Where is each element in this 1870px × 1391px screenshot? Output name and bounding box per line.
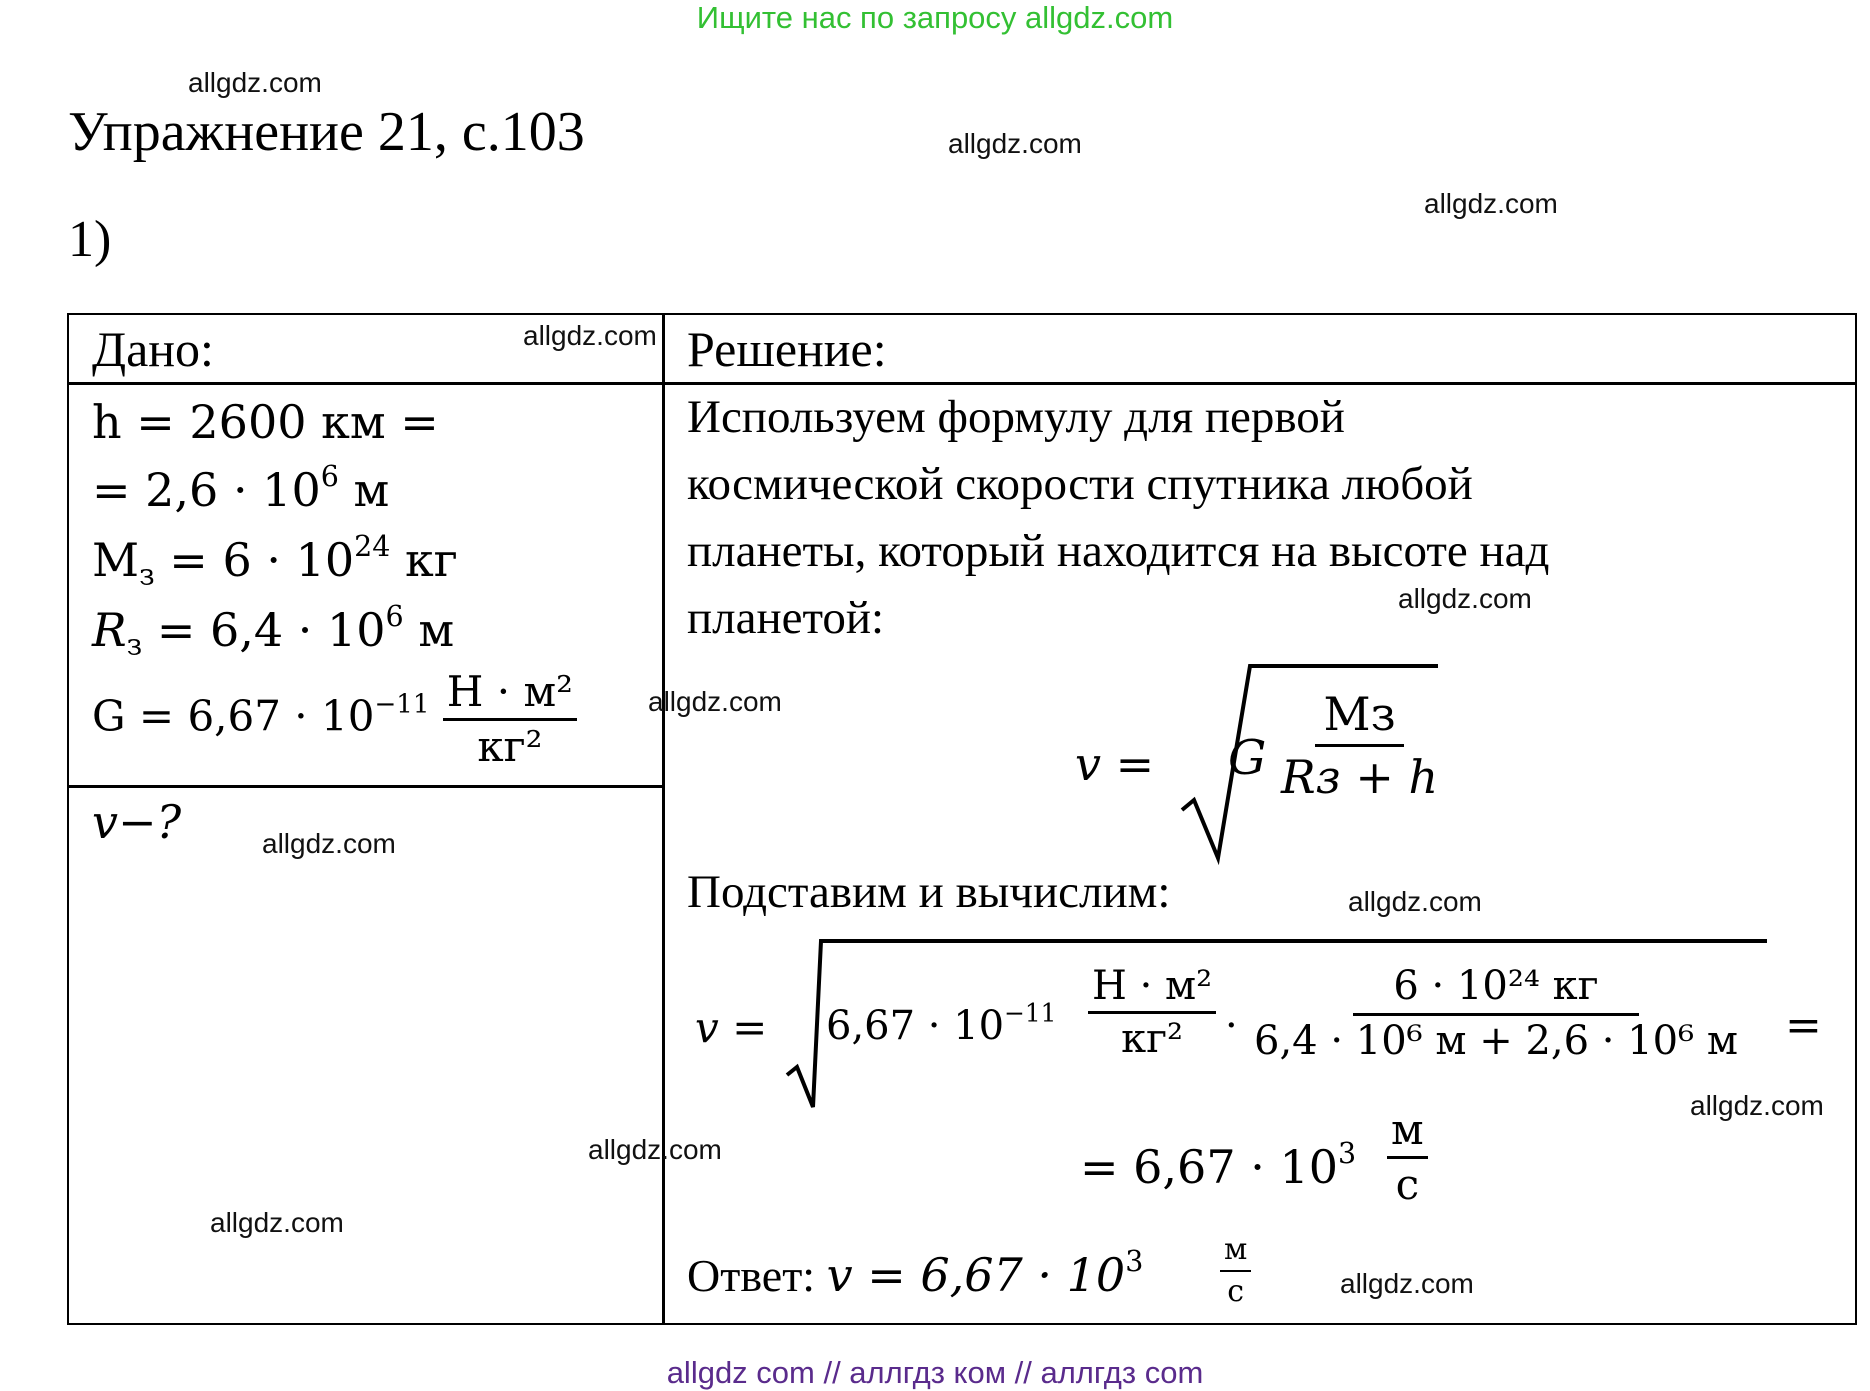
watermark: allgdz.com bbox=[1398, 583, 1532, 614]
given-divider bbox=[67, 785, 664, 788]
watermark: allgdz.com bbox=[1424, 188, 1558, 219]
watermark: allgdz.com bbox=[648, 686, 782, 717]
answer-unit-fraction: $\frac{м}{с}$ bbox=[1220, 1234, 1251, 1307]
watermark: allgdz.com bbox=[1348, 886, 1482, 917]
watermark: allgdz.com bbox=[1690, 1090, 1824, 1121]
header-divider bbox=[67, 382, 1857, 385]
part-number: 1) bbox=[68, 211, 112, 268]
given-radius: $R_з = 6,4 \cdot 10^6$ м bbox=[92, 600, 455, 662]
solution-header: Решение: bbox=[687, 321, 887, 377]
substitute-label: Подставим и вычислим: bbox=[687, 866, 1171, 918]
solution-text-line: Используем формулу для первой bbox=[687, 391, 1345, 443]
watermark: allgdz.com bbox=[588, 1134, 722, 1165]
g-unit-fraction: $\frac{\text{Н · м²}}{\text{кг²}}$ bbox=[443, 670, 577, 769]
search-banner: Ищите нас по запросу allgdz.com bbox=[696, 0, 1174, 35]
watermark: allgdz.com bbox=[210, 1207, 344, 1238]
watermark: allgdz.com bbox=[523, 320, 657, 351]
watermark: allgdz.com bbox=[262, 828, 396, 859]
calc-multiply: · bbox=[1225, 1003, 1238, 1049]
result-unit-fraction: $\frac{м}{с}$ bbox=[1387, 1108, 1428, 1207]
footer-links: allgdz com // аллгдз ком // аллгдз com bbox=[666, 1355, 1204, 1390]
given-height-line1: h = 2600 км = bbox=[92, 395, 439, 449]
formula-lhs: v = bbox=[1075, 737, 1155, 791]
calc-first-term: $6,67 \cdot 10^{-11}$ bbox=[826, 998, 1057, 1049]
watermark: allgdz.com bbox=[188, 67, 322, 98]
given-header: Дано: bbox=[92, 321, 214, 377]
answer: Ответ: $v = 6,67 \cdot 10^3$ bbox=[687, 1245, 1144, 1302]
watermark: allgdz.com bbox=[1340, 1268, 1474, 1299]
formula-g: G bbox=[1228, 730, 1267, 786]
calc-main-fraction: $\frac{\text{6 · 10²⁴ кг}}{\text{6,4 · 10⁶ м + 2,6 · 10⁶ м}}$ bbox=[1254, 963, 1738, 1064]
given-height-si: = $2,6 \cdot 10^6$ м bbox=[92, 460, 390, 517]
given-gravitational-constant: $G = 6,67 \cdot 10^{-11}$ $\frac{\text{Н · м²}}{\text{кг²}}$ bbox=[92, 670, 577, 769]
watermark: allgdz.com bbox=[948, 128, 1082, 159]
formula-fraction: $\frac{Mз}{Rз + h}$ bbox=[1281, 687, 1439, 805]
find-velocity: v−? bbox=[92, 795, 182, 849]
solution-text-line: планетой: bbox=[687, 592, 885, 644]
calc-lhs: v = bbox=[695, 1003, 768, 1052]
given-height bbox=[92, 395, 439, 449]
given-mass: $M_з = 6 \cdot 10^{24}$ кг bbox=[92, 530, 458, 592]
page-title: Упражнение 21, с.103 bbox=[68, 101, 585, 163]
calc-result: = $6,67 \cdot 10^3$ bbox=[1080, 1137, 1357, 1194]
solution-text-line: планеты, который находится на высоте над bbox=[687, 525, 1550, 577]
calc-unit-fraction: $\frac{\text{Н · м²}}{\text{кг²}}$ bbox=[1088, 965, 1216, 1060]
solution-text-line: космической скорости спутника любой bbox=[687, 458, 1473, 510]
calc-equals: = bbox=[1785, 1000, 1822, 1051]
column-divider bbox=[662, 313, 665, 1325]
